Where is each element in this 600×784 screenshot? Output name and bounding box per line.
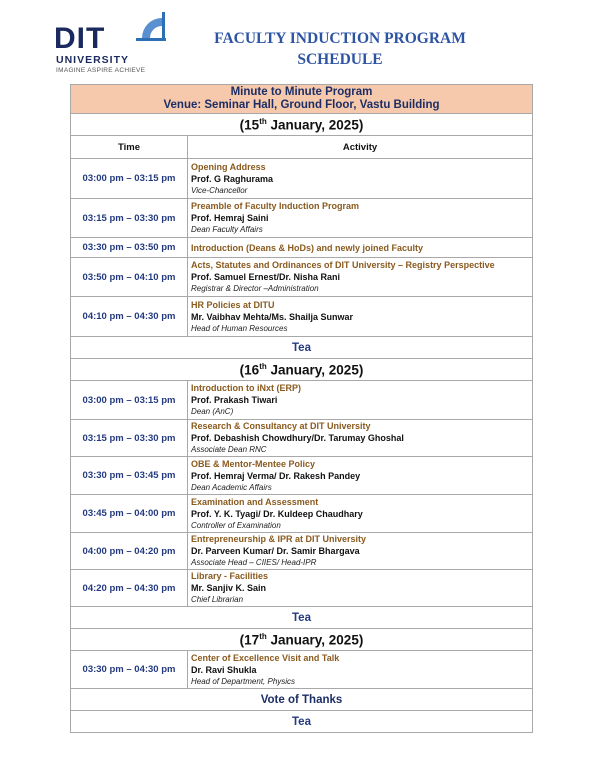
activity-cell <box>188 457 533 495</box>
activity-title: Introduction (Deans & HoDs) and newly joined Faculty <box>191 242 424 253</box>
activity-cell <box>188 651 533 689</box>
tea-break-row <box>71 337 533 359</box>
activity-title: OBE & Mentor-Mentee Policy <box>191 458 316 469</box>
activity-cell <box>188 495 533 533</box>
activity-title: Acts, Statutes and Ordinances of DIT University – Registry Perspective <box>191 260 495 270</box>
speaker-name: Mr. Vaibhav Mehta/Ms. Shailja Sunwar <box>191 311 354 322</box>
speaker-name: Prof. G Raghurama <box>191 173 274 184</box>
speaker-name: Prof. Hemraj Verma/ Dr. Rakesh Pandey <box>191 470 361 481</box>
tea-break-row <box>71 607 533 629</box>
speaker-role: Head of Department, Physics <box>191 676 296 686</box>
activity-cell <box>188 297 533 337</box>
speaker-role: Controller of Examination <box>191 520 281 530</box>
speaker-name: Prof. Prakash Tiwari <box>191 395 278 405</box>
schedule-table <box>70 84 533 733</box>
logo-tagline: IMAGINE ASPIRE ACHIEVE <box>56 67 146 74</box>
speaker-role: Head of Human Resources <box>191 323 288 333</box>
tea-break-row <box>71 711 533 733</box>
tea-break-cell: Tea <box>71 711 533 733</box>
time-cell: 04:20 pm – 04:30 pm <box>71 570 188 607</box>
table-row <box>71 570 533 607</box>
speaker-name: Dr. Parveen Kumar/ Dr. Samir Bhargava <box>191 546 360 556</box>
speaker-role: Dean Academic Affairs <box>191 482 272 492</box>
activity-title: Entrepreneurship & IPR at DIT University <box>191 534 367 544</box>
speaker-name: Prof. Debashish Chowdhury/Dr. Tarumay Ghoshal <box>191 433 404 443</box>
banner-row <box>71 85 533 114</box>
table-row <box>71 238 533 258</box>
time-cell: 03:30 pm – 03:50 pm <box>71 238 188 258</box>
page-title: FACULTY INDUCTION PROGRAM <box>214 30 466 47</box>
time-cell: 03:30 pm – 03:45 pm <box>71 457 188 495</box>
speaker-role: Dean Faculty Affairs <box>191 225 263 234</box>
speaker-name: Prof. Samuel Ernest/Dr. Nisha Rani <box>191 272 341 282</box>
logo-wordmark: DIT <box>54 22 106 55</box>
activity-title: Preamble of Faculty Induction Program <box>191 201 360 211</box>
speaker-name: Dr. Ravi Shukla <box>191 664 257 675</box>
time-cell: 03:00 pm – 03:15 pm <box>71 159 188 199</box>
page-subtitle: SCHEDULE <box>297 51 383 68</box>
activity-title: Introduction to iNxt (ERP) <box>191 383 301 393</box>
time-cell: 04:10 pm – 04:30 pm <box>71 297 188 337</box>
table-row <box>71 297 533 337</box>
speaker-name: Prof. Hemraj Saini <box>191 213 269 223</box>
speaker-role: Associate Head – CIIES/ Head-IPR <box>191 558 317 567</box>
activity-cell <box>188 570 533 607</box>
day-title-2: (16th January, 2025) <box>71 359 533 381</box>
speaker-role: Associate Dean RNC <box>191 445 267 454</box>
day-header-2 <box>71 359 533 381</box>
vote-of-thanks-cell: Vote of Thanks <box>71 689 533 711</box>
column-header-row <box>71 136 533 159</box>
table-row <box>71 381 533 420</box>
day-title-3: (17th January, 2025) <box>71 629 533 651</box>
table-row <box>71 533 533 570</box>
banner-cell <box>71 85 533 114</box>
tea-break-cell: Tea <box>71 607 533 629</box>
speaker-role: Vice-Chancellor <box>191 185 248 195</box>
logo-subname: UNIVERSITY <box>56 54 130 66</box>
time-cell: 03:00 pm – 03:15 pm <box>71 381 188 420</box>
activity-title: HR Policies at DITU <box>191 299 275 310</box>
tea-break-cell: Tea <box>71 337 533 359</box>
activity-cell <box>188 533 533 570</box>
university-logo <box>54 10 164 80</box>
activity-cell <box>188 381 533 420</box>
speaker-role: Dean (AnC) <box>191 407 234 416</box>
activity-cell <box>188 258 533 297</box>
table-row <box>71 495 533 533</box>
activity-title: Examination and Assessment <box>191 496 319 507</box>
column-header-activity: Activity <box>188 136 533 159</box>
day-header-1 <box>71 114 533 136</box>
table-row <box>71 199 533 238</box>
activity-cell <box>188 238 533 258</box>
activity-title: Center of Excellence Visit and Talk <box>191 652 340 663</box>
table-row <box>71 457 533 495</box>
column-header-time: Time <box>71 136 188 159</box>
time-cell: 04:00 pm – 04:20 pm <box>71 533 188 570</box>
banner-line1: Minute to Minute Program <box>230 86 373 98</box>
banner-line2: Venue: Seminar Hall, Ground Floor, Vastu Building <box>163 99 440 111</box>
time-cell: 03:45 pm – 04:00 pm <box>71 495 188 533</box>
speaker-name: Mr. Sanjiv K. Sain <box>191 583 267 593</box>
activity-title: Opening Address <box>191 161 266 172</box>
table-row <box>71 159 533 199</box>
time-cell: 03:50 pm – 04:10 pm <box>71 258 188 297</box>
time-cell: 03:30 pm – 04:30 pm <box>71 651 188 689</box>
speaker-role: Registrar & Director –Administration <box>191 284 319 293</box>
speaker-role: Chief Librarian <box>191 595 244 604</box>
table-row <box>71 258 533 297</box>
activity-title: Research & Consultancy at DIT University <box>191 421 371 431</box>
day-header-3 <box>71 629 533 651</box>
activity-cell <box>188 159 533 199</box>
time-cell: 03:15 pm – 03:30 pm <box>71 420 188 457</box>
table-row <box>71 420 533 457</box>
time-cell: 03:15 pm – 03:30 pm <box>71 199 188 238</box>
activity-title: Library - Facilities <box>191 571 269 581</box>
table-row <box>71 651 533 689</box>
activity-cell <box>188 199 533 238</box>
activity-cell <box>188 420 533 457</box>
day-title-1: (15th January, 2025) <box>71 114 533 136</box>
speaker-name: Prof. Y. K. Tyagi/ Dr. Kuldeep Chaudhary <box>191 508 363 519</box>
vote-of-thanks-row <box>71 689 533 711</box>
